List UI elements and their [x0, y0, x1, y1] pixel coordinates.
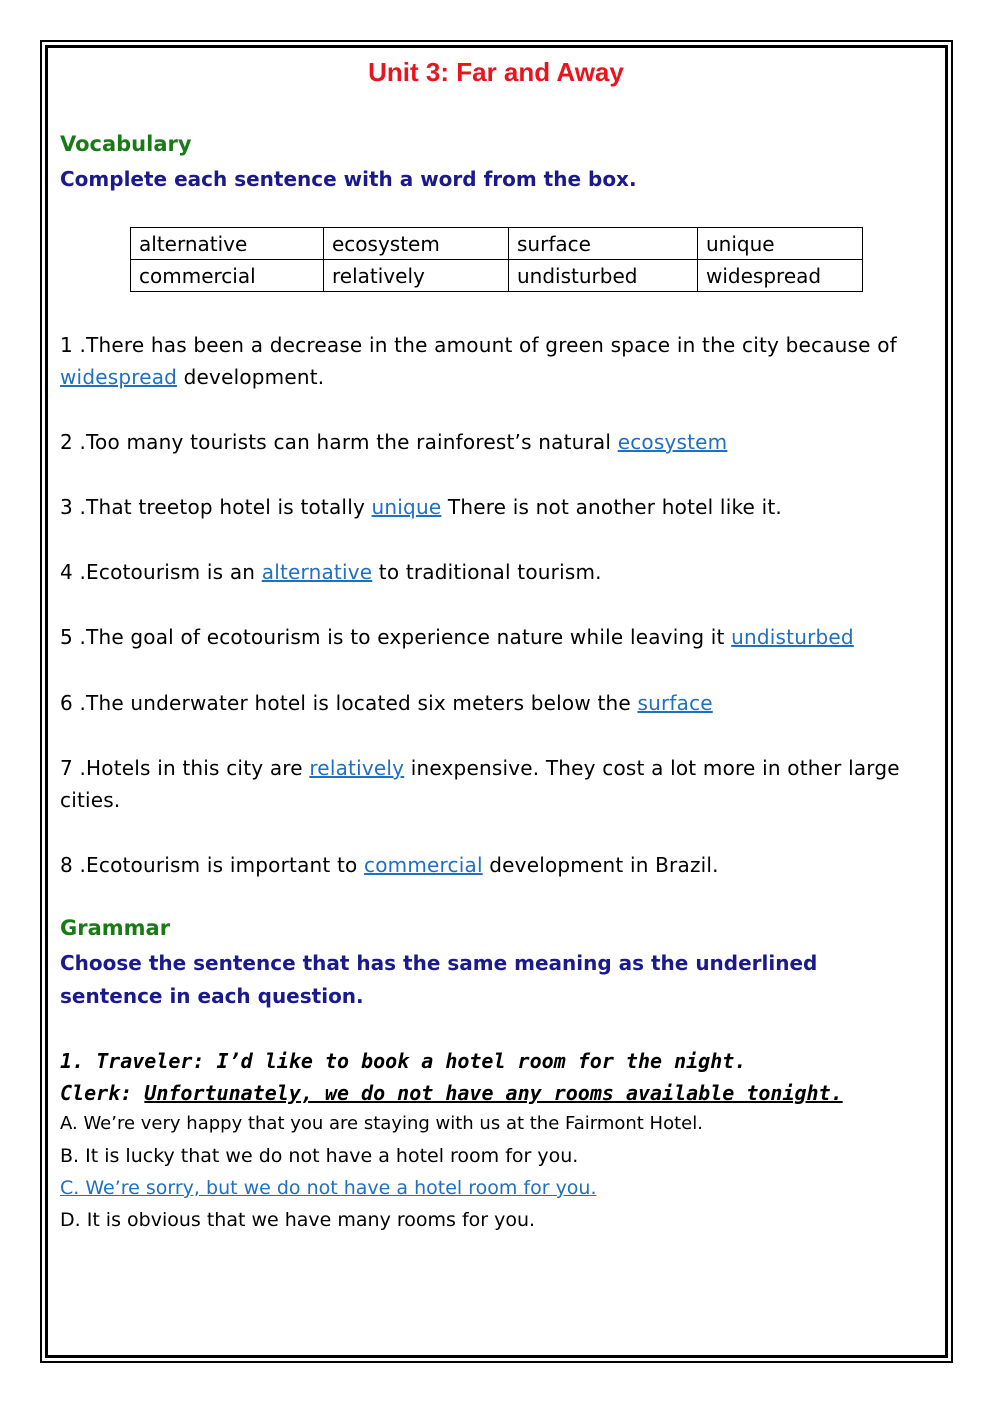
word-box-cell: commercial [131, 260, 324, 292]
grammar-question-traveler: 1. Traveler: I’d like to book a hotel room for the night. [60, 1049, 747, 1073]
vocab-question-7 [60, 752, 920, 816]
word-box-cell: ecosystem [324, 228, 509, 260]
answer-blank: undisturbed [731, 625, 854, 649]
grammar-question-clerk [60, 1081, 843, 1105]
grammar-heading: Grammar [60, 916, 171, 940]
question-text: There is not another hotel like it. [441, 495, 782, 519]
vocab-question-3 [60, 491, 920, 523]
vocab-question-8 [60, 849, 920, 881]
vocab-question-6 [60, 687, 920, 719]
vocabulary-instruction: Complete each sentence with a word from the box. [60, 167, 637, 191]
word-box-row [131, 228, 863, 260]
question-text: 8 .Ecotourism is important to [60, 853, 365, 877]
answer-blank: widespread [60, 365, 178, 389]
question-text: 4 .Ecotourism is an [60, 560, 262, 584]
option-c-correct: C. We’re sorry, but we do not have a hotel room for you. [60, 1177, 597, 1199]
word-box-cell: undisturbed [509, 260, 698, 292]
question-text: 2 .Too many tourists can harm the rainforest’s natural [60, 430, 618, 454]
question-text: 7 .Hotels in this city are [60, 756, 310, 780]
option-d: D. It is obvious that we have many rooms for you. [60, 1209, 536, 1231]
question-text: 3 .That treetop hotel is totally [60, 495, 372, 519]
answer-blank: surface [637, 691, 713, 715]
vocabulary-heading: Vocabulary [60, 132, 192, 156]
answer-blank: ecosystem [617, 430, 728, 454]
clerk-label: Clerk: [60, 1081, 145, 1105]
option-a: A. We’re very happy that you are staying with us at the Fairmont Hotel. [60, 1113, 703, 1134]
word-box-cell: surface [509, 228, 698, 260]
page-title: Unit 3: Far and Away [368, 57, 624, 87]
grammar-instruction-line2: sentence in each question. [60, 984, 364, 1008]
underlined-sentence: Unfortunately, we do not have any rooms available tonight. [144, 1081, 843, 1105]
question-text: to traditional tourism. [372, 560, 602, 584]
word-box [130, 227, 863, 292]
word-box-cell: unique [698, 228, 863, 260]
question-text: development in Brazil. [482, 853, 719, 877]
vocab-question-2 [60, 426, 920, 458]
question-text: 5 .The goal of ecotourism is to experience nature while leaving it [60, 625, 732, 649]
vocab-question-1 [60, 329, 920, 393]
grammar-instruction-line1: Choose the sentence that has the same meaning as the underlined [60, 951, 818, 975]
answer-blank: unique [371, 495, 442, 519]
answer-blank: alternative [261, 560, 373, 584]
question-text: 6 .The underwater hotel is located six meters below the [60, 691, 638, 715]
question-text: 1 .There has been a decrease in the amount of green space in the city because of [60, 333, 897, 357]
vocab-question-4 [60, 556, 920, 588]
option-b: B. It is lucky that we do not have a hotel room for you. [60, 1145, 579, 1167]
question-text: development. [177, 365, 325, 389]
word-box-cell: alternative [131, 228, 324, 260]
question-text: inexpensive. They cost a lot more in other large cities. [60, 756, 900, 812]
word-box-cell: widespread [698, 260, 863, 292]
answer-blank: commercial [364, 853, 483, 877]
word-box-cell: relatively [324, 260, 509, 292]
word-box-row [131, 260, 863, 292]
answer-blank: relatively [309, 756, 405, 780]
vocab-question-5 [60, 621, 920, 653]
